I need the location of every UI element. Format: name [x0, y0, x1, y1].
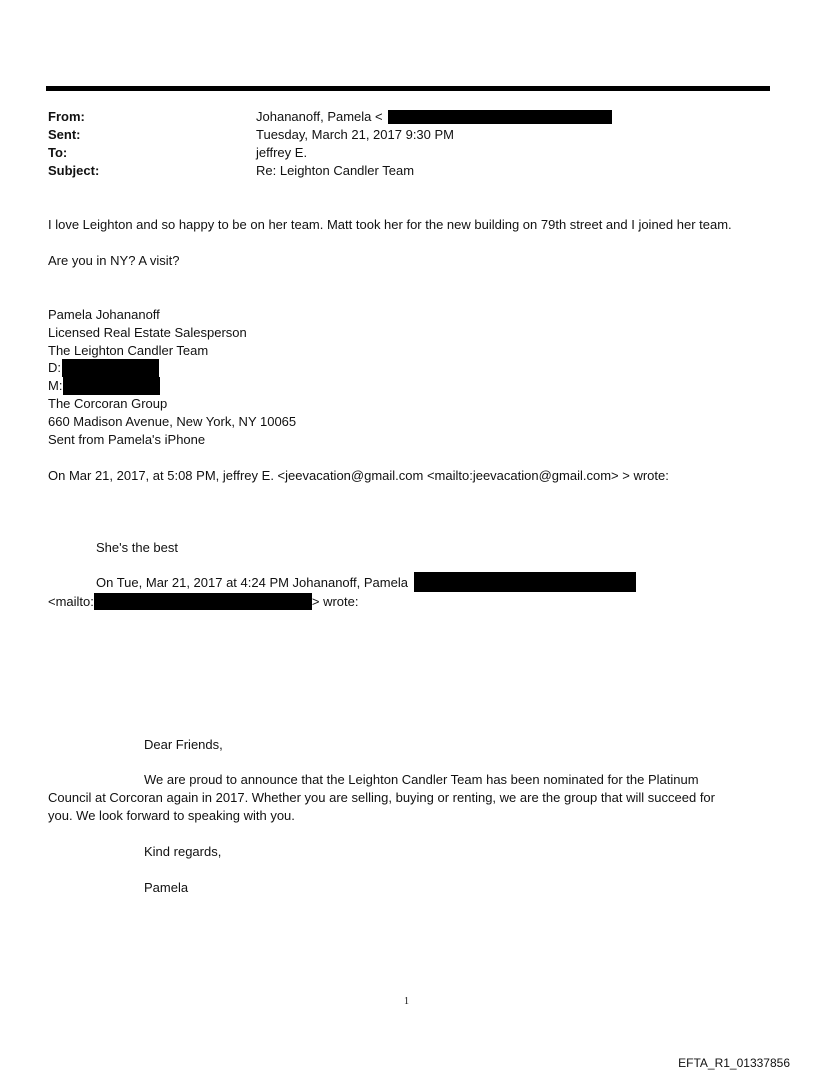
to-value: jeffrey E. — [256, 145, 308, 160]
signature-sent-from: Sent from Pamela's iPhone — [48, 432, 206, 447]
announcement-line: you. We look forward to speaking with you. — [48, 808, 295, 823]
body-paragraph: I love Leighton and so happy to be on her team. Matt took her for the new building on 79th street and I joined her team. — [48, 217, 732, 232]
body-paragraph: Are you in NY? A visit? — [48, 253, 180, 268]
from-name: Johananoff, Pamela < — [256, 109, 383, 124]
header-rule — [46, 86, 770, 91]
closing-name: Pamela — [144, 880, 189, 895]
quoted-attribution: On Mar 21, 2017, at 5:08 PM, jeffrey E. <jeevacation@gmail.com <mailto:jeevacation@gmail.com> > wrote: — [48, 468, 669, 483]
subject-label: Subject: — [48, 163, 100, 178]
announcement-line: Council at Corcoran again in 2017. Whether you are selling, buying or renting, we are the group that will succeed for — [48, 790, 715, 805]
signature-team: The Leighton Candler Team — [48, 343, 209, 358]
greeting: Dear Friends, — [144, 737, 223, 752]
to-label: To: — [48, 145, 68, 160]
quoted-attribution-2-cont — [48, 594, 359, 610]
attribution-text: On Tue, Mar 21, 2017 at 4:24 PM Johananoff, Pamela — [96, 575, 408, 590]
redaction-box — [94, 593, 312, 610]
wrote-text: > wrote: — [311, 594, 359, 609]
signature-company: The Corcoran Group — [48, 396, 168, 411]
signature-title: Licensed Real Estate Salesperson — [48, 325, 247, 340]
direct-label: D: — [48, 360, 61, 375]
closing: Kind regards, — [144, 844, 222, 859]
signature-direct — [48, 360, 159, 377]
mailto-prefix: <mailto: — [48, 594, 94, 609]
from-label: From: — [48, 109, 85, 124]
redaction-box — [62, 359, 159, 377]
sent-label: Sent: — [48, 127, 81, 142]
announcement-line: We are proud to announce that the Leighton Candler Team has been nominated for the Platinum — [144, 772, 699, 787]
from-value — [256, 109, 612, 124]
page-number: 1 — [404, 996, 409, 1007]
redaction-box — [388, 110, 612, 124]
redaction-box — [414, 572, 636, 592]
subject-value: Re: Leighton Candler Team — [256, 163, 415, 178]
quoted-message: She's the best — [96, 540, 178, 555]
sent-value: Tuesday, March 21, 2017 9:30 PM — [256, 127, 454, 142]
signature-name: Pamela Johananoff — [48, 307, 160, 322]
signature-mobile — [48, 378, 160, 395]
quoted-attribution-2 — [96, 575, 636, 592]
signature-address: 660 Madison Avenue, New York, NY 10065 — [48, 414, 297, 429]
bates-number: EFTA_R1_01337856 — [678, 1056, 790, 1070]
redaction-box — [63, 377, 160, 395]
mobile-label: M: — [48, 378, 63, 393]
